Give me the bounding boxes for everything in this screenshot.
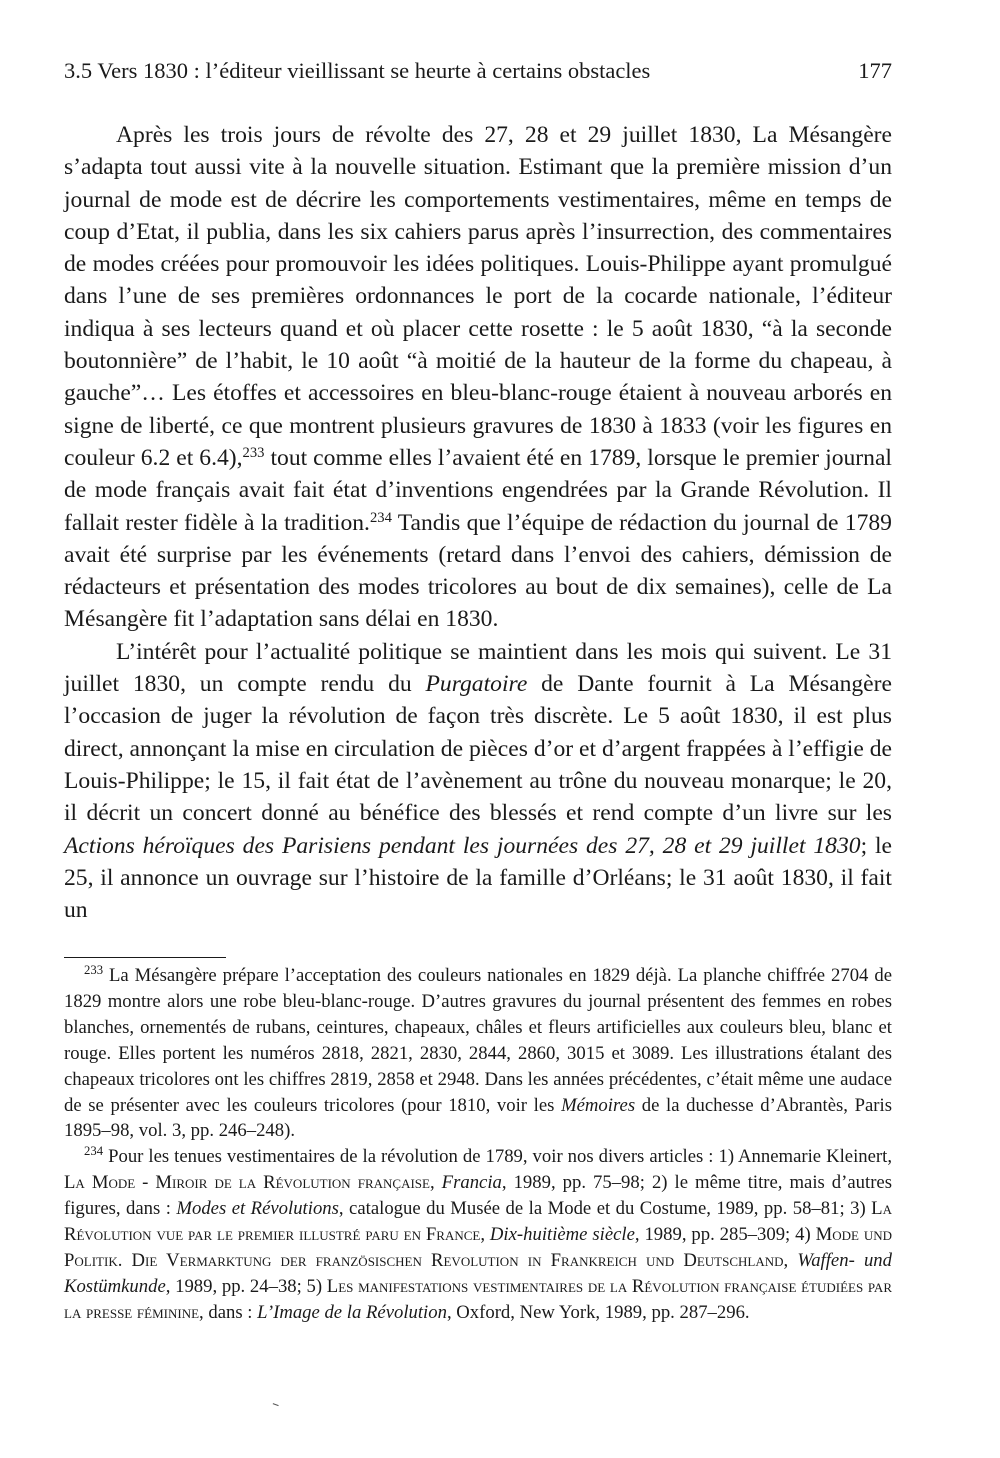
text-run: de Dante fournit à La Mésangère l’occasion de juger la révolution de façon très discrète. Le 5 août 1830, il est plus direct, annonçant la mise en circulation de pièces d’or et d’argent frappées à l’effigie de Louis-Philippe; le 15, il fait état de l’avènement au trône du nouveau monarque; le 20, il décrit un concert donné au bénéfice des blessés et rend compte d’un livre sur les xyxy=(64,671,892,827)
text-run: , catalogue du Musée de la Mode et du Costume, 1989, pp. 58–81; 3) xyxy=(338,1198,872,1220)
article-title: La Mode - Miroir de la Révolution française xyxy=(64,1172,430,1194)
text-run: , Oxford, New York, 1989, pp. 287–296. xyxy=(446,1301,750,1323)
paragraph-2 xyxy=(64,636,892,927)
footnote-number: 234 xyxy=(84,1144,104,1159)
text-run: Après les trois jours de révolte des 27, 28 et 29 juillet 1830, La Mésangère s’adapta tout aussi vite à la nouvelle situation. Estimant que la première mission d’un journal de mode est de décrire les comportements vestimentaires, même en temps de coup d’Etat, il publia, dans les six cahiers parus après l’insurrection, des commentaires de modes créées pour promouvoir les idées politiques. Louis-Philippe ayant promulgué dans l’une de ses premières ordonnances le port de la cocarde nationale, l’éditeur indiqua à ses lecteurs quand et où placer cette rosette : le 5 août 1830, “à la seconde boutonnière” de l’habit, le 10 août “à moitié de la hauteur de la forme du chapeau, à gauche”… Les étoffes et accessoires en bleu-blanc-rouge étaient à nouveau arborés en signe de liberté, ce que montrent plusieurs gravures de 1830 à 1833 (voir les figures en couleur 6.2 et 6.4), xyxy=(64,122,892,471)
book-title: L’Image de la Révolution xyxy=(257,1301,447,1323)
italic-title: Mémoires xyxy=(561,1094,636,1116)
footnote-rule xyxy=(64,957,226,958)
running-title: 3.5 Vers 1830 : l’éditeur vieillissant se heurte à certains obstacles xyxy=(64,58,651,83)
text-run: L’intérêt pour l’actualité politique se maintient dans les mois qui suivent. Le 31 juillet 1830, un compte rendu du xyxy=(64,638,892,698)
text-run: Pour les tenues vestimentaires de la révolution de 1789, voir nos divers articles : 1) Annemarie Kleinert, xyxy=(103,1146,892,1168)
book-title: Modes et Révolutions xyxy=(176,1198,339,1220)
journal-title: Francia xyxy=(441,1172,502,1194)
text-run: , xyxy=(429,1172,442,1194)
text-run: ; le 25, il annonce un ouvrage sur l’histoire de la famille d’Orléans; le 31 août 1830, il fait un xyxy=(64,832,893,924)
paragraph-1 xyxy=(64,119,892,636)
footnote-ref-233: 233 xyxy=(242,444,265,461)
journal-title: Waffen- und Kostümkunde xyxy=(64,1249,892,1297)
text-run: , dans : xyxy=(199,1301,258,1323)
footnote-number: 233 xyxy=(84,963,104,978)
journal-title: Dix-huitième siècle xyxy=(489,1224,635,1246)
italic-title: Purgatoire xyxy=(425,671,528,698)
text-run: de la duchesse d’Abrantès, Paris 1895–98, vol. 3, pp. 246–248). xyxy=(64,1094,892,1142)
article-title: Mode und Politik. Die Vermarktung der französischen Revolution in Frankreich und Deutschland xyxy=(64,1224,892,1271)
text-run: , 1989, pp. 285–309; 4) xyxy=(634,1224,816,1246)
page-number: 177 xyxy=(858,58,892,83)
article-title: La Révolution vue par le premier illustré paru en France xyxy=(64,1198,892,1246)
scan-speck xyxy=(271,1403,278,1410)
text-run: , 1989, pp. 24–38; 5) xyxy=(165,1275,327,1297)
footnote-233 xyxy=(64,963,892,1144)
text-run: La Mésangère prépare l’acceptation des couleurs nationales en 1829 déjà. La planche chiffrée 2704 de 1829 montre alors une robe bleu-blanc-rouge. D’autres gravures du journal présentent des femmes en robes blanches, ornementés de rubans, ceintures, chapeaux, châles et fleurs artificielles aux couleurs bleu, blanc et rouge. Elles portent les numéros 2818, 2821, 2830, 2844, 2860, 3015 et 3089. Les illustrations étalant des chapeaux tricolores ont les chiffres 2819, 2858 et 2948. Dans les années précédentes, c’était même une audace de se présenter avec les couleurs tricolores (pour 1810, voir les xyxy=(64,965,892,1116)
italic-title: Actions héroïques des Parisiens pendant les journées des 27, 28 et 29 juillet 1830 xyxy=(64,832,861,859)
footnote-234 xyxy=(64,1144,892,1325)
main-text xyxy=(64,119,892,926)
text-run: , xyxy=(480,1224,490,1246)
text-run: , xyxy=(783,1249,798,1271)
running-header xyxy=(64,55,892,87)
text-run: Tandis que l’équipe de rédaction du journal de 1789 avait été surprise par les événements (retard dans l’envoi des cahiers, démission de rédacteurs et présentation des modes tricolores au bout de dix semaines), celle de La Mésangère fit l’adaptation sans délai en 1830. xyxy=(64,509,892,633)
text-run: tout comme elles l’avaient été en 1789, lorsque le premier journal de mode français avait fait état d’inventions engendrées par la Grande Révolution. Il fallait rester fidèle à la tradition. xyxy=(64,444,892,536)
footnotes xyxy=(64,963,892,1326)
footnote-ref-234: 234 xyxy=(369,509,392,526)
text-run: , 1989, pp. 75–98; 2) le même titre, mais d’autres figures, dans : xyxy=(64,1172,892,1220)
article-title: Les manifestations vestimentaires de la Révolution française étudiées par la presse féminine xyxy=(64,1275,892,1323)
